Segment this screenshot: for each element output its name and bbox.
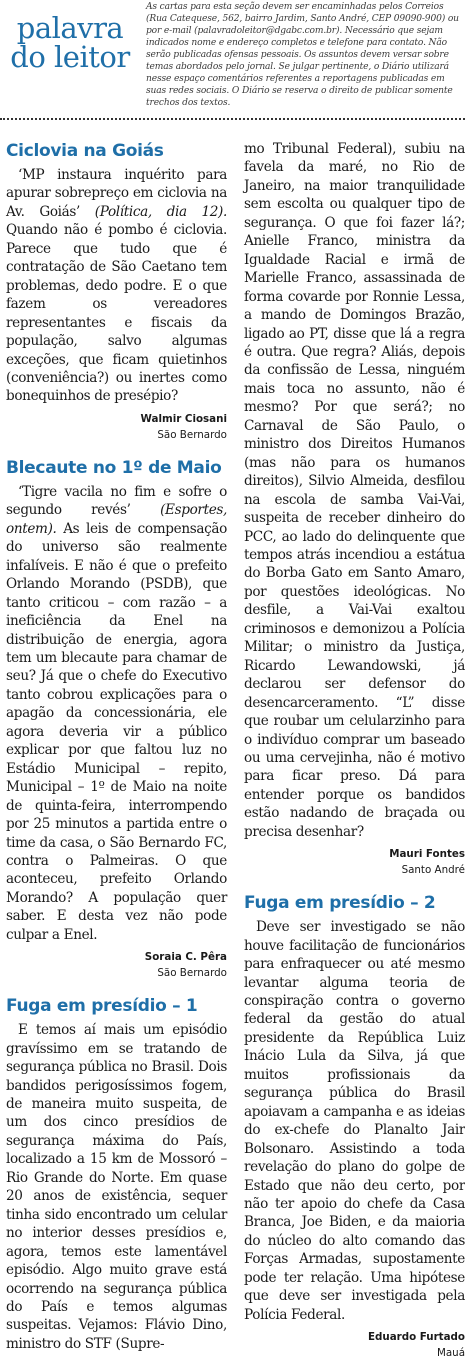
column-left — [6, 140, 227, 1353]
section-title-line2: do leitor — [10, 40, 130, 74]
author-name: Soraia C. Pêra — [144, 951, 227, 964]
author-city: Santo André — [401, 864, 465, 877]
letter-signature — [244, 846, 465, 878]
author-name: Eduardo Furtado — [367, 1331, 465, 1344]
letter-ciclovia — [6, 140, 227, 443]
letter-quote: ‘MP instaura inquérito para apurar sobrepreço em ciclovia na Av. Goiás’ — [6, 167, 227, 220]
letter-signature — [6, 949, 227, 981]
letter-body — [6, 483, 227, 944]
section-title-line1: palavra — [16, 11, 124, 45]
letter-body: E temos aí mais um episódio gravíssimo em se tratando de segurança pública no Brasil. Dois bandidos perigosíssimos fogem, de maneira muito suspeita, de um dos cinco presídios de segurança máxima do País, localizado a 15 km de Mossoró – Rio Grande do Norte. Em quase 20 anos de existência, sequer tinha sido encontrado um celular no interior desses presídios e, agora, temos este lamentável episódio. Algo muito grave está ocorrendo na segurança pública do País e temos algumas suspeitas. Vejamos: Flávio Dino, ministro do STF (Supre- — [6, 1022, 227, 1352]
letter-title: Fuga em presídio – 2 — [244, 893, 436, 914]
letter-title: Blecaute no 1º de Maio — [6, 457, 222, 478]
letter-title: Ciclovia na Goiás — [6, 141, 164, 161]
letter-fuga-2 — [244, 892, 465, 1361]
letter-signature — [6, 411, 227, 443]
letter-blecaute — [6, 457, 227, 981]
letter-quote: ‘Tigre vacila no fim e sofre o segundo revés’ — [6, 483, 227, 519]
letter-source: (Esportes, ontem). — [6, 502, 227, 537]
letter-fuga-1 — [6, 995, 227, 1353]
section-header — [0, 0, 465, 112]
letter-body — [6, 166, 227, 406]
letter-fuga-1-continued — [244, 140, 465, 878]
letter-text: Quando não é pombo é ciclovia. Parece que tudo que é contratação de São Caetano tem problemas, dedo podre. E o que fazem os vereadores representantes e fiscais da população, salvo algumas exceções, que ficam quietinhos (conveniência?) ou inertes como bonequinhos de presépio? — [6, 222, 227, 405]
letter-body-continued: mo Tribunal Federal), subiu na favela da maré, no Rio de Janeiro, na maior tranquilidade sem escolta ou qualquer tipo de segurança. O que foi fazer lá?; Anielle Franco, ministra da Igualdade Racial e irmã de Marielle Franco, assassinada de forma covarde por Ronnie Lessa, a mando de Domingos Brazão, ligado ao PT, disse que lá a regra é outra. Que regra? Aliás, depois da confissão de Lessa, ninguém mais toca no assunto, não é mesmo? Por que será?; no Carnaval de São Paulo, o ministro dos Direitos Humanos (mas não para os humanos direitos), Silvio Almeida, desfilou na escola de samba Vai-Vai, suspeita de receber dinheiro do PCC, ao lado do delinquente que tempos atrás incendiou a estátua do Borba Gato em Santo Amaro, por questões ideológicas. No desfile, a Vai-Vai exaltou criminosos e demonizou a Polícia Militar; o ministro da Justiça, Ricardo Lewandowski, já declarou ser defensor do desencarceramento. “L” disse que roubar um celularzinho para o indivíduo comprar um baseado ou uma cervejinha, não é motivo para ficar preso. Dá para entender porque os bandidos estão nadando de braçada ou precisa desenhar? — [244, 141, 465, 840]
column-right — [244, 140, 465, 1361]
author-city: São Bernardo — [157, 967, 227, 980]
letter-text: As leis de compensação do universo são realmente infalíveis. E não é que o prefeito Orlando Morando (PSDB), que tanto criticou – com razão – a ineficiência da Enel na distribuição de energia, agora tem um blecaute para chamar de seu? Já que o chefe do Executivo tanto cobrou explicações para o apagão da concessionária, ele agora deveria vir a público explicar por que faltou luz no Estádio Municipal – repito, Municipal – 1º de Maio na noite de quinta-feira, interrompendo por 25 minutos a partida entre o time da casa, o São Bernardo FC, contra o Palmeiras. O que aconteceu, prefeito Orlando Morando? A população quer saber. E desta vez não pode culpar a Enel. — [6, 520, 227, 943]
letter-source: (Política, dia 12). — [94, 203, 227, 220]
author-name: Mauri Fontes — [389, 848, 465, 861]
author-city: Mauá — [436, 1347, 465, 1360]
section-instructions: As cartas para esta seção devem ser encaminhadas pelos Correios (Rua Catequese, 562, bairro Jardim, Santo André, CEP 09090-900) ou por e-mail (palavradoleitor@dgabc.com.br). Necessário que sejam indicados nome e endereço completos e telefone para contato. Não serão publicadas ofensas pessoais. Os assuntos devem versar sobre temas abordados pelo jornal. Se julgar pertinente, o Diário utilizará nesse espaço comentários referentes a reportagens publicadas em suas redes sociais. O Diário se reserva o direito de publicar somente trechos dos textos. — [146, 2, 459, 109]
section-title — [6, 11, 134, 74]
letter-signature — [244, 1329, 465, 1361]
author-city: São Bernardo — [157, 428, 227, 441]
letter-body: Deve ser investigado se não houve facilitação de funcionários para enfraquecer ou até mesmo levantar alguma teoria de conspiração contra o governo federal da gestão do atual presidente da República Luiz Inácio Lula da Silva, já que muitos profissionais da segurança pública do Brasil apoiavam a campanha e as ideias do ex-chefe do Planalto Jair Bolsonaro. Assistindo a toda revelação do plano do golpe de Estado que não deu certo, por não ter apoio do chefe da Casa Branca, Joe Biden, e da maioria do núcleo do alto comando das Forças Armadas, supostamente pode ter relação. Uma hipótese que deve ser investigada pela Polícia Federal. — [244, 919, 465, 1323]
author-name: Walmir Ciosani — [140, 412, 227, 425]
header-divider — [0, 118, 465, 120]
letter-title: Fuga em presídio – 1 — [6, 996, 198, 1017]
